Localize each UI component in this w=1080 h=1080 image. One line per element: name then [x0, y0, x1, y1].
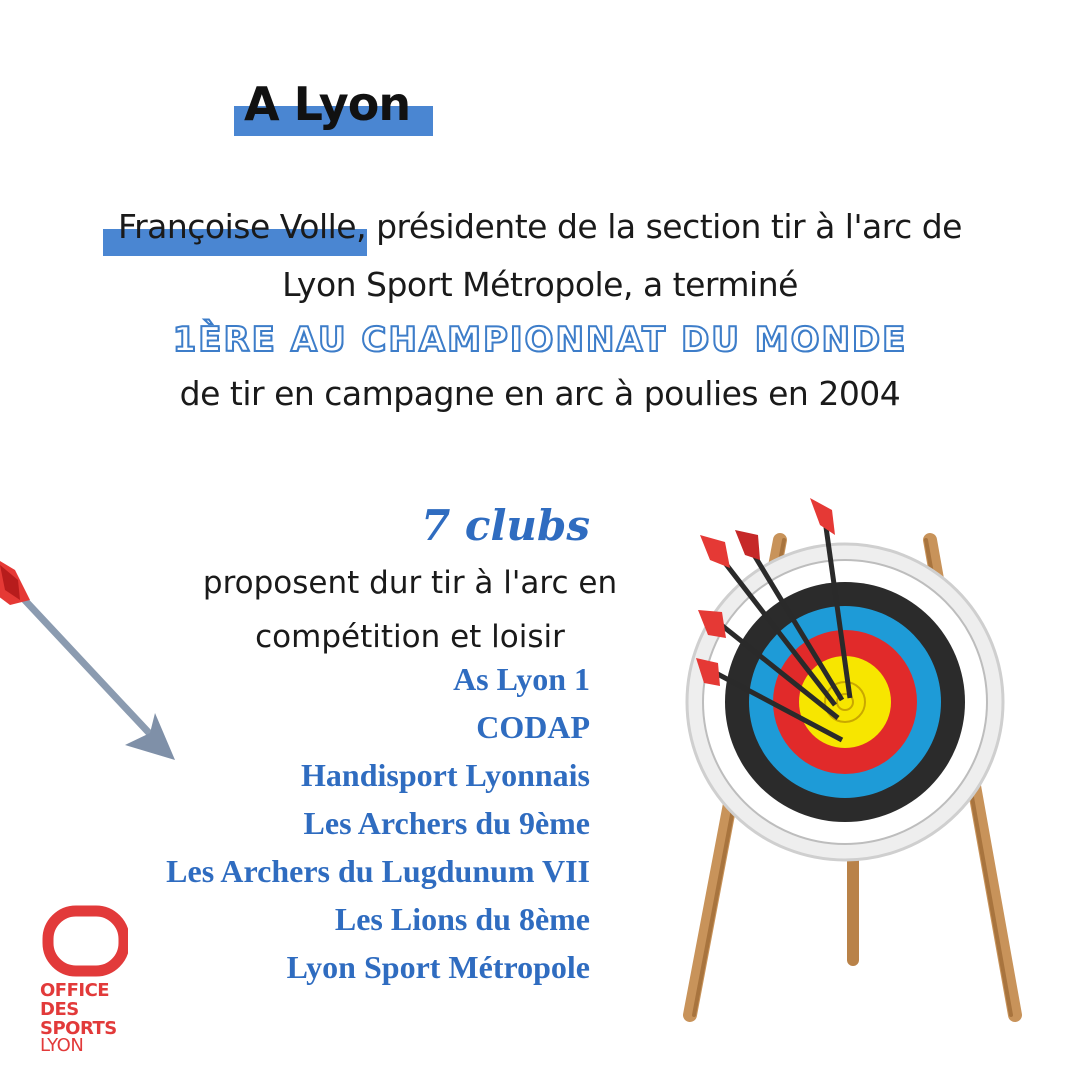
intro-line-1 [40, 198, 1040, 256]
clubs-description [150, 556, 670, 664]
president-name: Françoise Volle, [118, 207, 367, 246]
championship-headline: 1ÈRE AU CHAMPIONNAT DU MONDE [172, 320, 908, 360]
intro-line-1-rest: présidente de la section tir à l'arc de [366, 207, 962, 246]
clubs-description-line-1: proposent dur tir à l'arc en [202, 565, 618, 601]
intro-line-3: de tir en campagne en arc à poulies en 2004 [179, 374, 901, 413]
intro-paragraph [40, 198, 1040, 314]
page-title: A Lyon [244, 77, 411, 131]
club-item: Lyon Sport Métropole [286, 949, 590, 985]
logo-text-line-1: OFFICE [40, 980, 110, 1001]
club-item: Les Archers du Lugdunum VII [166, 853, 590, 889]
club-item: As Lyon 1 [453, 661, 590, 697]
title-block [234, 70, 434, 136]
logo-text-line-3: SPORTS [40, 1018, 117, 1039]
office-des-sports-logo-icon [40, 905, 128, 977]
club-item: CODAP [476, 709, 590, 745]
logo-text-line-2: DES [40, 999, 79, 1020]
office-des-sports-logo [38, 905, 148, 1055]
intro-line-2: Lyon Sport Métropole, a terminé [282, 265, 798, 304]
arrow-icon [0, 545, 200, 775]
club-item: Handisport Lyonnais [301, 757, 590, 793]
club-item: Les Lions du 8ème [334, 901, 590, 937]
logo-text-line-4: LYON [40, 1035, 84, 1056]
club-item: Les Archers du 9ème [303, 805, 590, 841]
clubs-description-line-2: compétition et loisir [255, 619, 565, 655]
clubs-count: 7 clubs [421, 501, 590, 550]
archery-target-icon [660, 480, 1040, 1040]
